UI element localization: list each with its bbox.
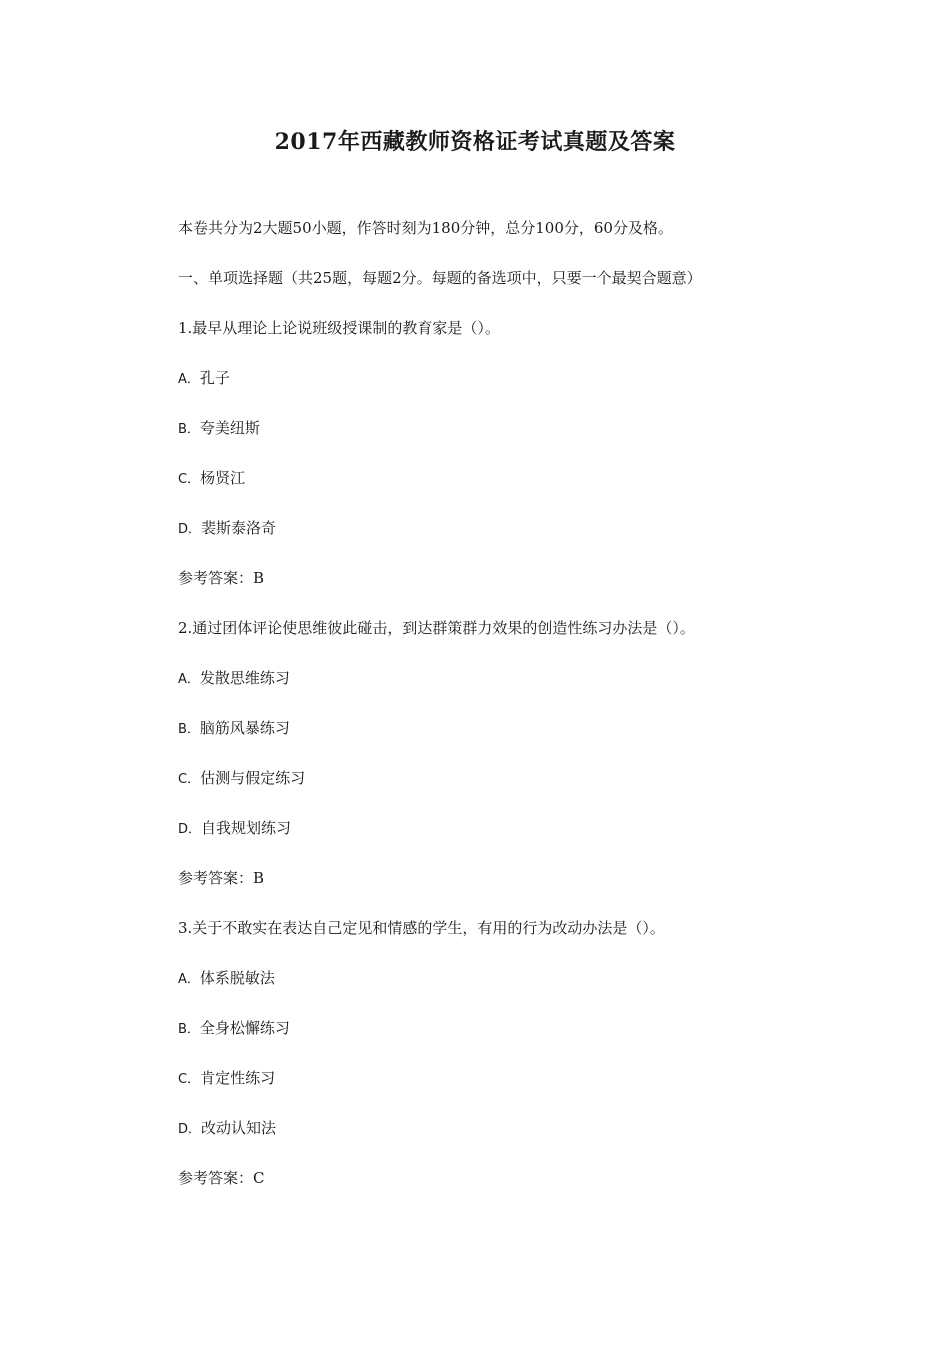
- option-letter: C．: [178, 772, 201, 787]
- document-title: 2017年西藏教师资格证考试真题及答案: [274, 129, 676, 155]
- option-letter: D．: [178, 822, 202, 837]
- option-text: 全身松懈练习: [199, 1019, 290, 1037]
- option-text: 孔子: [199, 369, 230, 387]
- option-text: 裴斯泰洛奇: [201, 519, 277, 537]
- question-option: [178, 467, 878, 491]
- option-text: 肯定性练习: [200, 1069, 276, 1087]
- option-letter: D．: [178, 1122, 202, 1137]
- option-letter: A．: [178, 672, 200, 687]
- question-option: [178, 817, 878, 841]
- question-option: [178, 667, 878, 691]
- option-letter: A．: [178, 972, 200, 987]
- option-text: 发散思维练习: [199, 669, 290, 687]
- option-letter: B．: [178, 1022, 200, 1037]
- reference-answer: 参考答案：C: [178, 1169, 265, 1187]
- question-option: [178, 1117, 878, 1141]
- option-letter: D．: [178, 522, 202, 537]
- question-option: [178, 517, 878, 541]
- question-stem: 2.通过团体评论使思维彼此碰击，到达群策群力效果的创造性练习办法是（）。: [178, 619, 695, 637]
- option-text: 夸美纽斯: [199, 419, 260, 437]
- question-option: [178, 367, 878, 391]
- section-heading: 一、单项选择题（共25题，每题2分。每题的备选项中，只要一个最契合题意）: [178, 269, 702, 287]
- question-stem: 1.最早从理论上论说班级授课制的教育家是（）。: [178, 319, 500, 337]
- reference-answer: 参考答案：B: [178, 569, 265, 587]
- question-option: [178, 767, 878, 791]
- option-text: 改动认知法: [201, 1119, 277, 1137]
- question-option: [178, 717, 878, 741]
- option-text: 估测与假定练习: [200, 769, 306, 787]
- question-stem: 3.关于不敢实在表达自己定见和情感的学生，有用的行为改动办法是（）。: [178, 919, 665, 937]
- question-option: [178, 1067, 878, 1091]
- question-option: [178, 417, 878, 441]
- exam-intro: 本卷共分为2大题50小题，作答时刻为180分钟，总分100分，60分及格。: [178, 219, 673, 237]
- option-letter: A．: [178, 372, 200, 387]
- option-letter: C．: [178, 472, 201, 487]
- question-option: [178, 1017, 878, 1041]
- option-letter: B．: [178, 422, 200, 437]
- option-letter: C．: [178, 1072, 201, 1087]
- option-text: 自我规划练习: [201, 819, 292, 837]
- reference-answer: 参考答案：B: [178, 869, 265, 887]
- option-text: 杨贤江: [200, 469, 246, 487]
- option-letter: B．: [178, 722, 200, 737]
- option-text: 脑筋风暴练习: [199, 719, 290, 737]
- option-text: 体系脱敏法: [199, 969, 275, 987]
- question-option: [178, 967, 878, 991]
